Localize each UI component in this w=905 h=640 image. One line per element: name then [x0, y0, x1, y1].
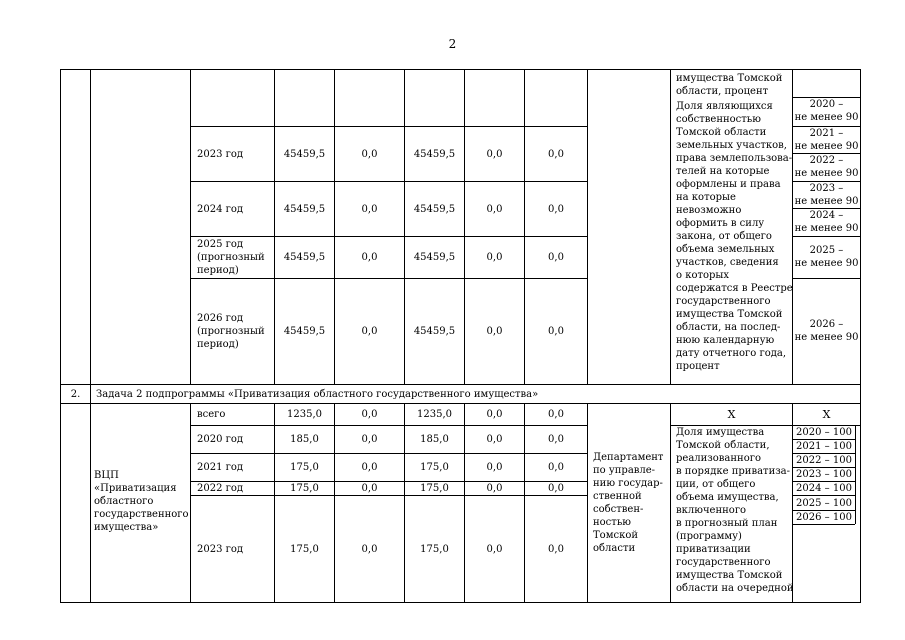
executor-name: Департамент по управле- нию государ- ственной собствен- ностью Томской области: [593, 452, 664, 554]
rule: [190, 425, 587, 426]
target-value: 2021 – не менее 90: [794, 128, 859, 152]
rule: [60, 403, 861, 404]
rule: [792, 495, 855, 496]
target-value: 2024 – не менее 90: [794, 210, 859, 234]
rule: [190, 403, 191, 603]
cell-value: 175,0: [420, 483, 449, 494]
rule: [60, 69, 61, 603]
cell-value: 0,0: [548, 326, 564, 337]
cell-value: 45459,5: [413, 204, 456, 215]
target-value: 2026 – 100: [796, 512, 852, 523]
row-year: 2025 год (прогнозный период): [197, 239, 265, 276]
rule: [60, 384, 861, 385]
rule: [190, 236, 587, 237]
indicator-text: Доля являющихся собственностью Томской области земельных участков, права землепользова- телей на которые оформлены и права на которые невозможно оформить в силу закона, от общего объема земельных участков, сведения о которых содержатся в Реестре государственного имущества Томской области, на послед- нюю календарную дату отчетного года, процент: [676, 101, 793, 372]
target-value: 2025 – 100: [796, 498, 852, 509]
cell-value: 0,0: [361, 434, 378, 445]
cell-value: 0,0: [361, 462, 378, 473]
rule: [190, 453, 587, 454]
row-year: 2023 год: [197, 149, 244, 160]
cell-value: 0,0: [361, 149, 378, 160]
task-number: 2.: [70, 389, 81, 400]
rule: [190, 69, 191, 385]
rule: [190, 278, 587, 279]
program-name: ВЦП «Приватизация областного государственного имущества»: [94, 470, 189, 533]
target-value: 2024 – 100: [796, 483, 852, 494]
target-value: 2022 – 100: [796, 455, 852, 466]
cell-value: 0,0: [548, 544, 564, 555]
rule: [670, 403, 671, 603]
target-value: 2023 – не менее 90: [794, 183, 859, 207]
cell-value: 0,0: [486, 252, 503, 263]
cell-value: 0,0: [548, 409, 564, 420]
table-bottom-border: [60, 602, 861, 603]
cell-value: 0,0: [548, 252, 564, 263]
cell-value: 175,0: [420, 544, 449, 555]
rule: [90, 69, 91, 603]
row-year: 2022 год: [197, 483, 244, 494]
rule: [792, 236, 861, 237]
cell-value: 0,0: [361, 204, 378, 215]
cell-value: 0,0: [361, 483, 378, 494]
cell-value: 0,0: [486, 204, 503, 215]
cell-value: 185,0: [290, 434, 319, 445]
cell-value: 1235,0: [417, 409, 452, 420]
rule: [792, 524, 855, 525]
cell-value: 175,0: [290, 462, 319, 473]
target-value: 2022 – не менее 90: [794, 155, 859, 179]
target-value: 2026 – не менее 90: [794, 319, 859, 343]
cell-value: 0,0: [486, 483, 503, 494]
cell-value: 0,0: [548, 434, 564, 445]
cell-value: 175,0: [290, 483, 319, 494]
cell-value: 0,0: [486, 326, 503, 337]
cell-value: 1235,0: [287, 409, 322, 420]
cell-value: 0,0: [548, 483, 564, 494]
cell-value: 0,0: [486, 149, 503, 160]
cell-value: 0,0: [548, 149, 564, 160]
cell-value: 45459,5: [413, 252, 456, 263]
target-value: 2020 – 100: [796, 427, 852, 438]
target-value: 2023 – 100: [796, 469, 852, 480]
rule: [860, 69, 861, 603]
cell-value: 0,0: [361, 252, 378, 263]
row-year: 2021 год: [197, 462, 244, 473]
row-year: 2023 год: [197, 544, 244, 555]
rule: [587, 69, 588, 385]
rule: [670, 69, 671, 385]
cell-value: 0,0: [361, 409, 378, 420]
target-value: 2025 – не менее 90: [794, 245, 859, 269]
cell-value: 0,0: [548, 204, 564, 215]
cell-value: 45459,5: [413, 326, 456, 337]
rule: [587, 403, 588, 603]
row-year: всего: [197, 409, 226, 420]
cell-value: 0,0: [361, 326, 378, 337]
cell-value: 45459,5: [283, 326, 326, 337]
task-title: Задача 2 подпрограммы «Приватизация областного государственного имущества»: [96, 389, 539, 400]
x-mark: Х: [727, 408, 736, 421]
cell-value: 45459,5: [413, 149, 456, 160]
cell-value: 45459,5: [283, 252, 326, 263]
cell-value: 45459,5: [283, 204, 326, 215]
row-year: 2024 год: [197, 204, 244, 215]
target-value: 2020 – не менее 90: [794, 99, 859, 123]
cell-value: 45459,5: [283, 149, 326, 160]
rule: [190, 126, 587, 127]
page-number: 2: [448, 37, 457, 51]
cell-value: 0,0: [486, 462, 503, 473]
x-mark: Х: [822, 408, 831, 421]
row-year: 2026 год (прогнозный период): [197, 313, 265, 350]
indicator-continuation: имущества Томской области, процент: [676, 73, 783, 97]
target-value: 2021 – 100: [796, 441, 852, 452]
cell-value: 185,0: [420, 434, 449, 445]
cell-value: 0,0: [486, 409, 503, 420]
indicator-text: Доля имущества Томской области, реализованного в порядке приватиза- ции, от общего объема имущества, включенного в прогнозный план (программу) приватизации государственного имущества Томской области на очередной: [676, 427, 794, 594]
cell-value: 0,0: [486, 544, 503, 555]
cell-value: 175,0: [420, 462, 449, 473]
rule: [190, 495, 587, 496]
table-top-border: [60, 69, 861, 70]
row-year: 2020 год: [197, 434, 244, 445]
rule: [855, 425, 856, 524]
cell-value: 175,0: [290, 544, 319, 555]
rule: [792, 278, 861, 279]
cell-value: 0,0: [548, 462, 564, 473]
cell-value: 0,0: [486, 434, 503, 445]
cell-value: 0,0: [361, 544, 378, 555]
rule: [190, 181, 587, 182]
